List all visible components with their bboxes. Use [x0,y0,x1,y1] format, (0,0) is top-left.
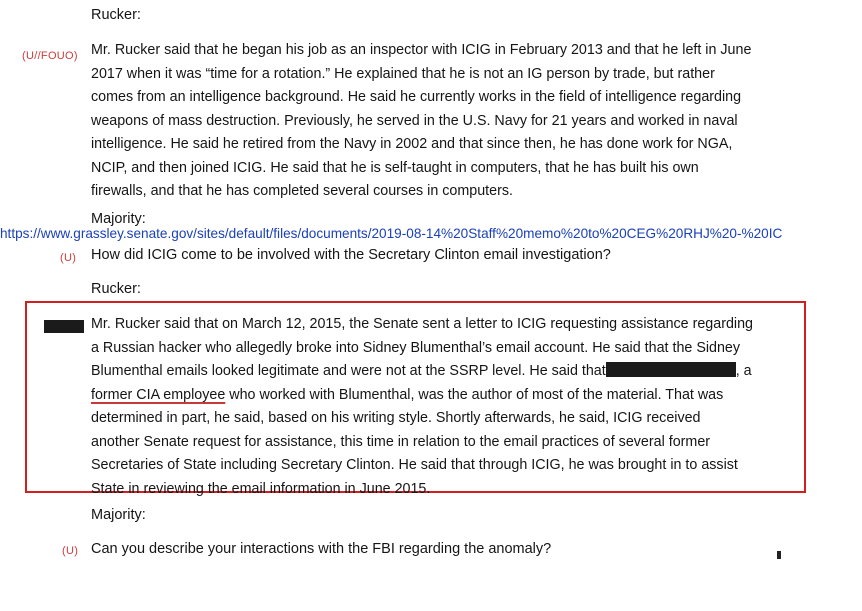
redacted-name [606,362,736,377]
source-url-link[interactable]: https://www.grassley.senate.gov/sites/default/files/documents/2019-08-14%20Staff%20memo%20to%20CEG%20RHJ%20-%20IC [0,226,783,241]
speaker-label-rucker: Rucker: [91,281,141,297]
paragraph-line: another Senate request for assistance, this time in relation to the email practices of several former [91,433,711,450]
paragraph-line: Mr. Rucker said that he began his job as an inspector with ICIG in February 2013 and that he left in June [91,42,752,58]
question-text: How did ICIG come to be involved with the Secretary Clinton email investigation? [91,247,611,263]
paragraph-line: weapons of mass destruction. Previously, he served in the U.S. Navy for 21 years and worked in naval [91,112,738,129]
paragraph-line: Mr. Rucker said that on March 12, 2015, the Senate sent a letter to ICIG requesting assistance regarding [91,316,753,332]
speaker-label-majority: Majority: [91,507,146,523]
paragraph-line: intelligence. He said he retired from the Navy in 2002 and that since then, he has done work for NGA, [91,136,733,152]
paragraph-line [91,360,811,384]
paragraph-line: determined in part, he said, based on his writing style. Shortly afterwards, he said, ICIG received [91,410,701,426]
paragraph-text: Blumenthal emails looked legitimate and were not at the SSRP level. He said that [91,363,606,379]
classification-marking: (U) [62,545,79,557]
classification-marking: (U) [60,252,77,264]
paragraph-line: a Russian hacker who allegedly broke into Sidney Blumenthal’s email account. He said that the Sidney [91,339,741,356]
question-text: Can you describe your interactions with the FBI regarding the anomaly? [91,541,552,557]
paragraph-text: who worked with Blumenthal, was the author of most of the material. That was [225,386,724,403]
paragraph-rucker-background [91,39,811,204]
classification-marking: (U//FOUO) [22,50,78,62]
paragraph-line: firewalls, and that he has completed several courses in computers. [91,183,513,199]
scan-mark [777,551,781,559]
paragraph-line: Secretaries of State including Secretary Clinton. He said that through ICIG, he was brought in to assist [91,457,738,473]
paragraph-line: NCIP, and then joined ICIG. He said that he is self-taught in computers, that he has built his own [91,159,699,176]
paragraph-text: , a [735,363,752,379]
speaker-label-rucker: Rucker: [91,7,141,23]
paragraph-line [91,384,811,408]
paragraph-line: State in reviewing the email information in June 2015. [91,480,431,497]
speaker-label-majority: Majority: [91,211,146,227]
paragraph-line: comes from an intelligence background. He said he currently works in the field of intelligence regarding [91,89,742,105]
underlined-phrase: former CIA employee [91,386,226,403]
paragraph-line: 2017 when it was “time for a rotation.” He explained that he is not an IG person by trade, but rather [91,65,715,82]
redacted-marking [44,320,84,333]
paragraph-rucker-involvement [91,313,811,501]
